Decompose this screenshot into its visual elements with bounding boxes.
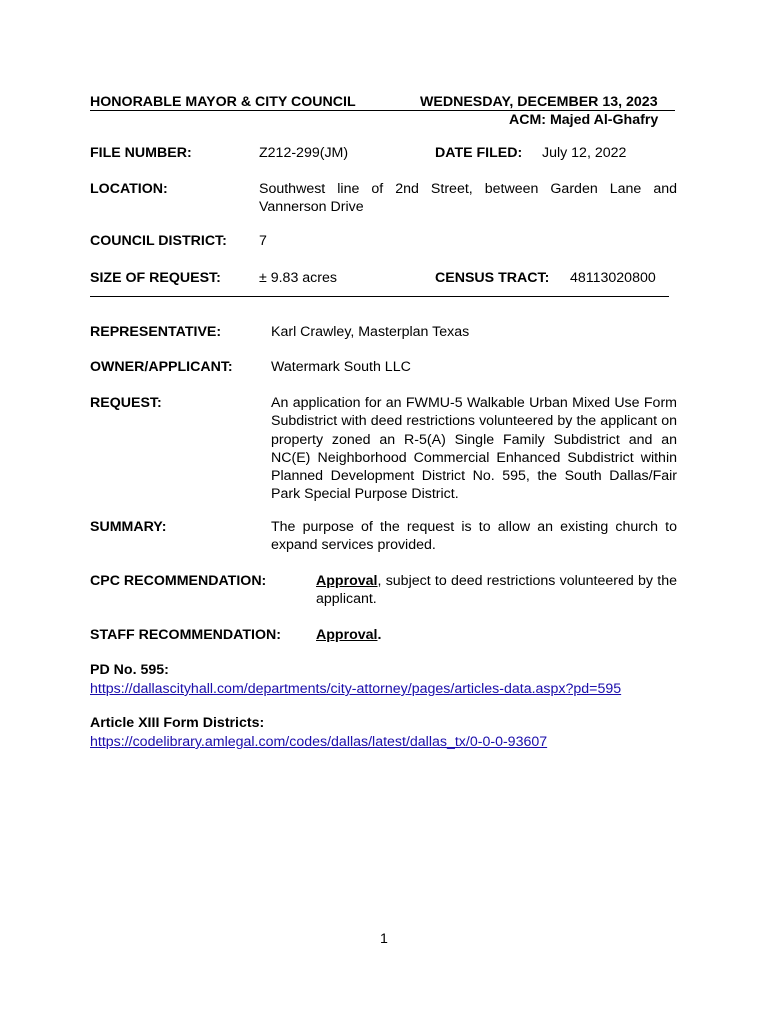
owner-applicant-label: OWNER/APPLICANT:	[90, 359, 233, 375]
cpc-recommendation-label: CPC RECOMMENDATION:	[90, 573, 267, 589]
meeting-date: WEDNESDAY, DECEMBER 13, 2023	[420, 94, 658, 110]
article-link[interactable]: https://codelibrary.amlegal.com/codes/dallas/latest/dallas_tx/0-0-0-93607	[90, 734, 548, 750]
staff-recommendation-text: .	[377, 627, 382, 643]
page-number: 1	[380, 931, 388, 947]
cpc-approval: Approval	[316, 573, 378, 589]
date-filed-label: DATE FILED:	[435, 145, 523, 161]
request-label: REQUEST:	[90, 395, 162, 411]
pd-link[interactable]: https://dallascityhall.com/departments/city-attorney/pages/articles-data.aspx?pd=595	[90, 681, 622, 697]
staff-approval: Approval	[316, 627, 378, 643]
size-of-request-value: ± 9.83 acres	[259, 270, 337, 286]
file-number-label: FILE NUMBER:	[90, 145, 192, 161]
pd-heading: PD No. 595:	[90, 662, 169, 678]
staff-recommendation-value	[316, 626, 381, 644]
cpc-recommendation-value	[316, 572, 677, 609]
council-district-value: 7	[259, 233, 267, 249]
size-of-request-label: SIZE OF REQUEST:	[90, 270, 221, 286]
owner-applicant-value: Watermark South LLC	[271, 359, 411, 375]
section-rule	[90, 296, 669, 297]
date-filed-value: July 12, 2022	[542, 145, 627, 161]
census-tract-label: CENSUS TRACT:	[435, 270, 550, 286]
location-label: LOCATION:	[90, 181, 168, 197]
census-tract-value: 48113020800	[570, 270, 656, 286]
cpc-recommendation-text: , subject to deed restrictions volunteered by the applicant.	[316, 573, 677, 608]
staff-recommendation-label: STAFF RECOMMENDATION:	[90, 627, 281, 643]
representative-label: REPRESENTATIVE:	[90, 324, 222, 340]
location-value: Southwest line of 2nd Street, between Garden Lane and Vannerson Drive	[259, 181, 677, 216]
summary-value: The purpose of the request is to allow an existing church to expand services provided.	[271, 519, 677, 554]
addressee: HONORABLE MAYOR & CITY COUNCIL	[90, 94, 356, 110]
council-district-label: COUNCIL DISTRICT:	[90, 233, 227, 249]
summary-label: SUMMARY:	[90, 519, 167, 535]
article-heading: Article XIII Form Districts:	[90, 715, 265, 731]
file-number-value: Z212-299(JM)	[259, 145, 349, 161]
request-value: An application for an FWMU-5 Walkable Urban Mixed Use Form Subdistrict with deed restrictions volunteered by the applicant on property zoned an R-5(A) Single Family Subdistrict and an NC(E) Neighborhood Commercial Enhanced Subdistrict within Planned Development District No. 595, the South Dallas/Fair Park Special Purpose District.	[271, 395, 677, 503]
representative-value: Karl Crawley, Masterplan Texas	[271, 324, 470, 340]
acm-line: ACM: Majed Al-Ghafry	[509, 112, 659, 128]
